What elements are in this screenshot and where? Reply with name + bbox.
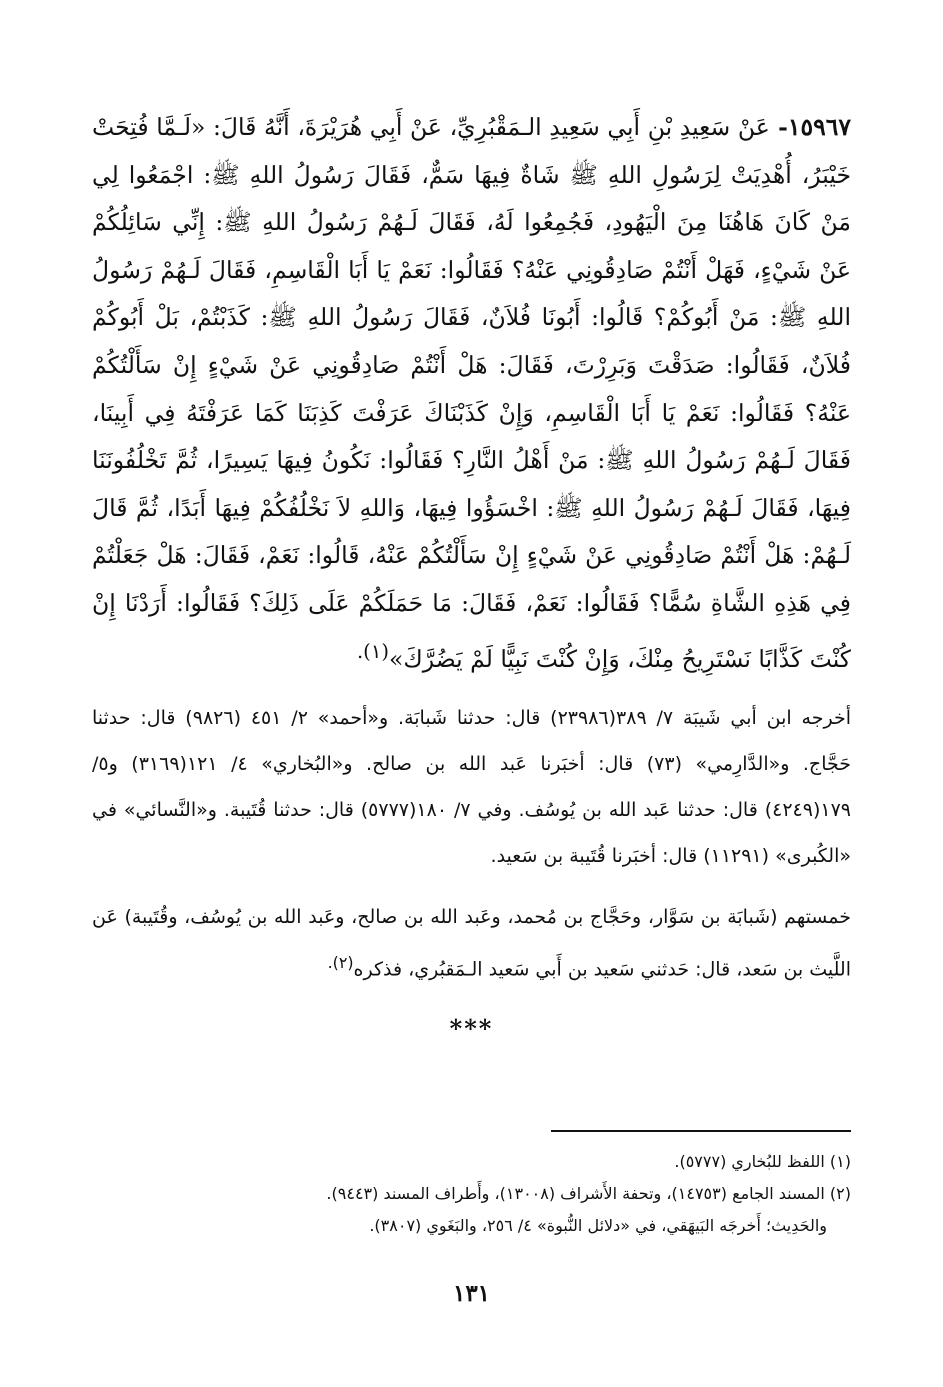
footnote-1: (١) اللفظ للبُخاري (٥٧٧٧).	[674, 1152, 851, 1171]
footnotes-section	[92, 1130, 851, 1242]
summary-paragraph	[92, 895, 851, 992]
section-separator: ***	[449, 1014, 494, 1044]
summary-footnote-ref[interactable]: (٢).	[327, 952, 354, 972]
takhrij-paragraph: أخرجه ابن أبي شَيبَة ٧/ ٣٨٩(٢٣٩٨٦) قال: حدثنا شَبابَة. و«أحمد» ٢/ ٤٥١ (٩٨٢٦) قال: حدثنا حَجَّاج. و«الدَّارِمي» (٧٣) قال: أخبَرنا عَبد الله بن صالح. و«البُخاري» ٤/ ١٢١(٣١٦٩) و٥/ ١٧٩(٤٢٤٩) قال: حدثنا عَبد الله بن يُوسُف. وفي ٧/ ١٨٠(٥٧٧٧) قال: حدثنا قُتَيبة. و«النَّسائي» في «الكُبرى» (١١٢٩١) قال: أخبَرنا قُتَيبة بن سَعيد.	[92, 706, 852, 867]
hadith-paragraph	[92, 104, 851, 683]
footnote-2: (٢) المسند الجامع (١٤٧٥٣)، وتحفة الأَشراف (١٣٠٠٨)، وأَطراف المسند (٩٤٤٣).	[326, 1184, 851, 1203]
hadith-footnote-ref[interactable]: (١).	[356, 639, 389, 663]
footnote-2-continuation: والحَدِيث؛ أَخرجَه البَيهَقي، في «دلائل النُّبوة» ٤/ ٢٥٦، والبَغَوي (٣٨٠٧).	[369, 1216, 827, 1235]
hadith-text: عَنْ سَعِيدِ بْنِ أَبِي سَعِيدِ الـمَقْبُرِيِّ، عَنْ أَبِي هُرَيْرَةَ، أَنَّهُ قَالَ: «لَـمَّا فُتِحَتْ خَيْبَرُ، أُهْدِيَتْ لِرَسُولِ اللهِ ﷺ شَاةٌ فِيهَا سَمٌّ، فَقَالَ رَسُولُ اللهِ ﷺ: اجْمَعُوا لِي مَنْ كَانَ هَاهُنَا مِنَ الْيَهُودِ، فَجُمِعُوا لَهُ، فَقَالَ لَـهُمْ رَسُولُ اللهِ ﷺ: إِنِّي سَائِلُكُمْ عَنْ شَيْءٍ، فَهَلْ أَنْتُمْ صَادِقُونِي عَنْهُ؟ فَقَالُوا: نَعَمْ يَا أَبَا الْقَاسِمِ، فَقَالَ لَـهُمْ رَسُولُ اللهِ ﷺ: مَنْ أَبُوكُمْ؟ قَالُوا: أَبُونَا فُلاَنٌ، فَقَالَ رَسُولُ اللهِ ﷺ: كَذَبْتُمْ، بَلْ أَبُوكُمْ فُلاَنٌ، فَقَالُوا: صَدَقْتَ وَبَرِرْتَ، فَقَالَ: هَلْ أَنْتُمْ صَادِقُونِي عَنْ شَيْءٍ إِنْ سَأَلْتُكُمْ عَنْهُ؟ فَقَالُوا: نَعَمْ يَا أَبَا الْقَاسِمِ، وَإِنْ كَذَبْنَاكَ عَرَفْتَ كَذِبَنَا كَمَا عَرَفْتَهُ فِي أَبِينَا، فَقَالَ لَـهُمْ رَسُولُ اللهِ ﷺ: مَنْ أَهْلُ النَّارِ؟ فَقَالُوا: نَكُونُ فِيهَا يَسِيرًا، ثُمَّ تَخْلُفُونَنَا فِيهَا، فَقَالَ لَـهُمْ رَسُولُ اللهِ ﷺ: اخْسَؤُوا فِيهَا، وَاللهِ لاَ نَخْلُفُكُمْ فِيهَا أَبَدًا، ثُمَّ قَالَ لَـهُمْ: هَلْ أَنْتُمْ صَادِقُونِي عَنْ شَيْءٍ إِنْ سَأَلْتُكُمْ عَنْهُ، قَالُوا: نَعَمْ، فَقَالَ: هَلْ جَعَلْتُمْ فِي هَذِهِ الشَّاةِ سُمًّا؟ فَقَالُوا: نَعَمْ، فَقَالَ: مَا حَمَلَكُمْ عَلَى ذَلِكَ؟ فَقَالُوا: أَرَدْنَا إِنْ كُنْتَ كَذَّابًا نَسْتَرِيحُ مِنْكَ، وَإِنْ كُنْتَ نَبِيًّا لَمْ يَضُرَّكَ»	[92, 113, 851, 673]
footnote-divider	[551, 1130, 851, 1132]
page-number: ١٣١	[452, 1280, 491, 1307]
hadith-number: ١٥٩٦٧-	[769, 113, 851, 141]
summary-text: خمستهم (شَبابَة بن سَوَّار، وحَجَّاج بن مُحمد، وعَبد الله بن صالح، وعَبد الله بن يُوسُف، وقُتَيبة) عَن اللَّيث بن سَعد، قال: حَدثني سَعيد بن أَبي سَعيد الـمَقبُري، فذكره	[92, 905, 851, 981]
